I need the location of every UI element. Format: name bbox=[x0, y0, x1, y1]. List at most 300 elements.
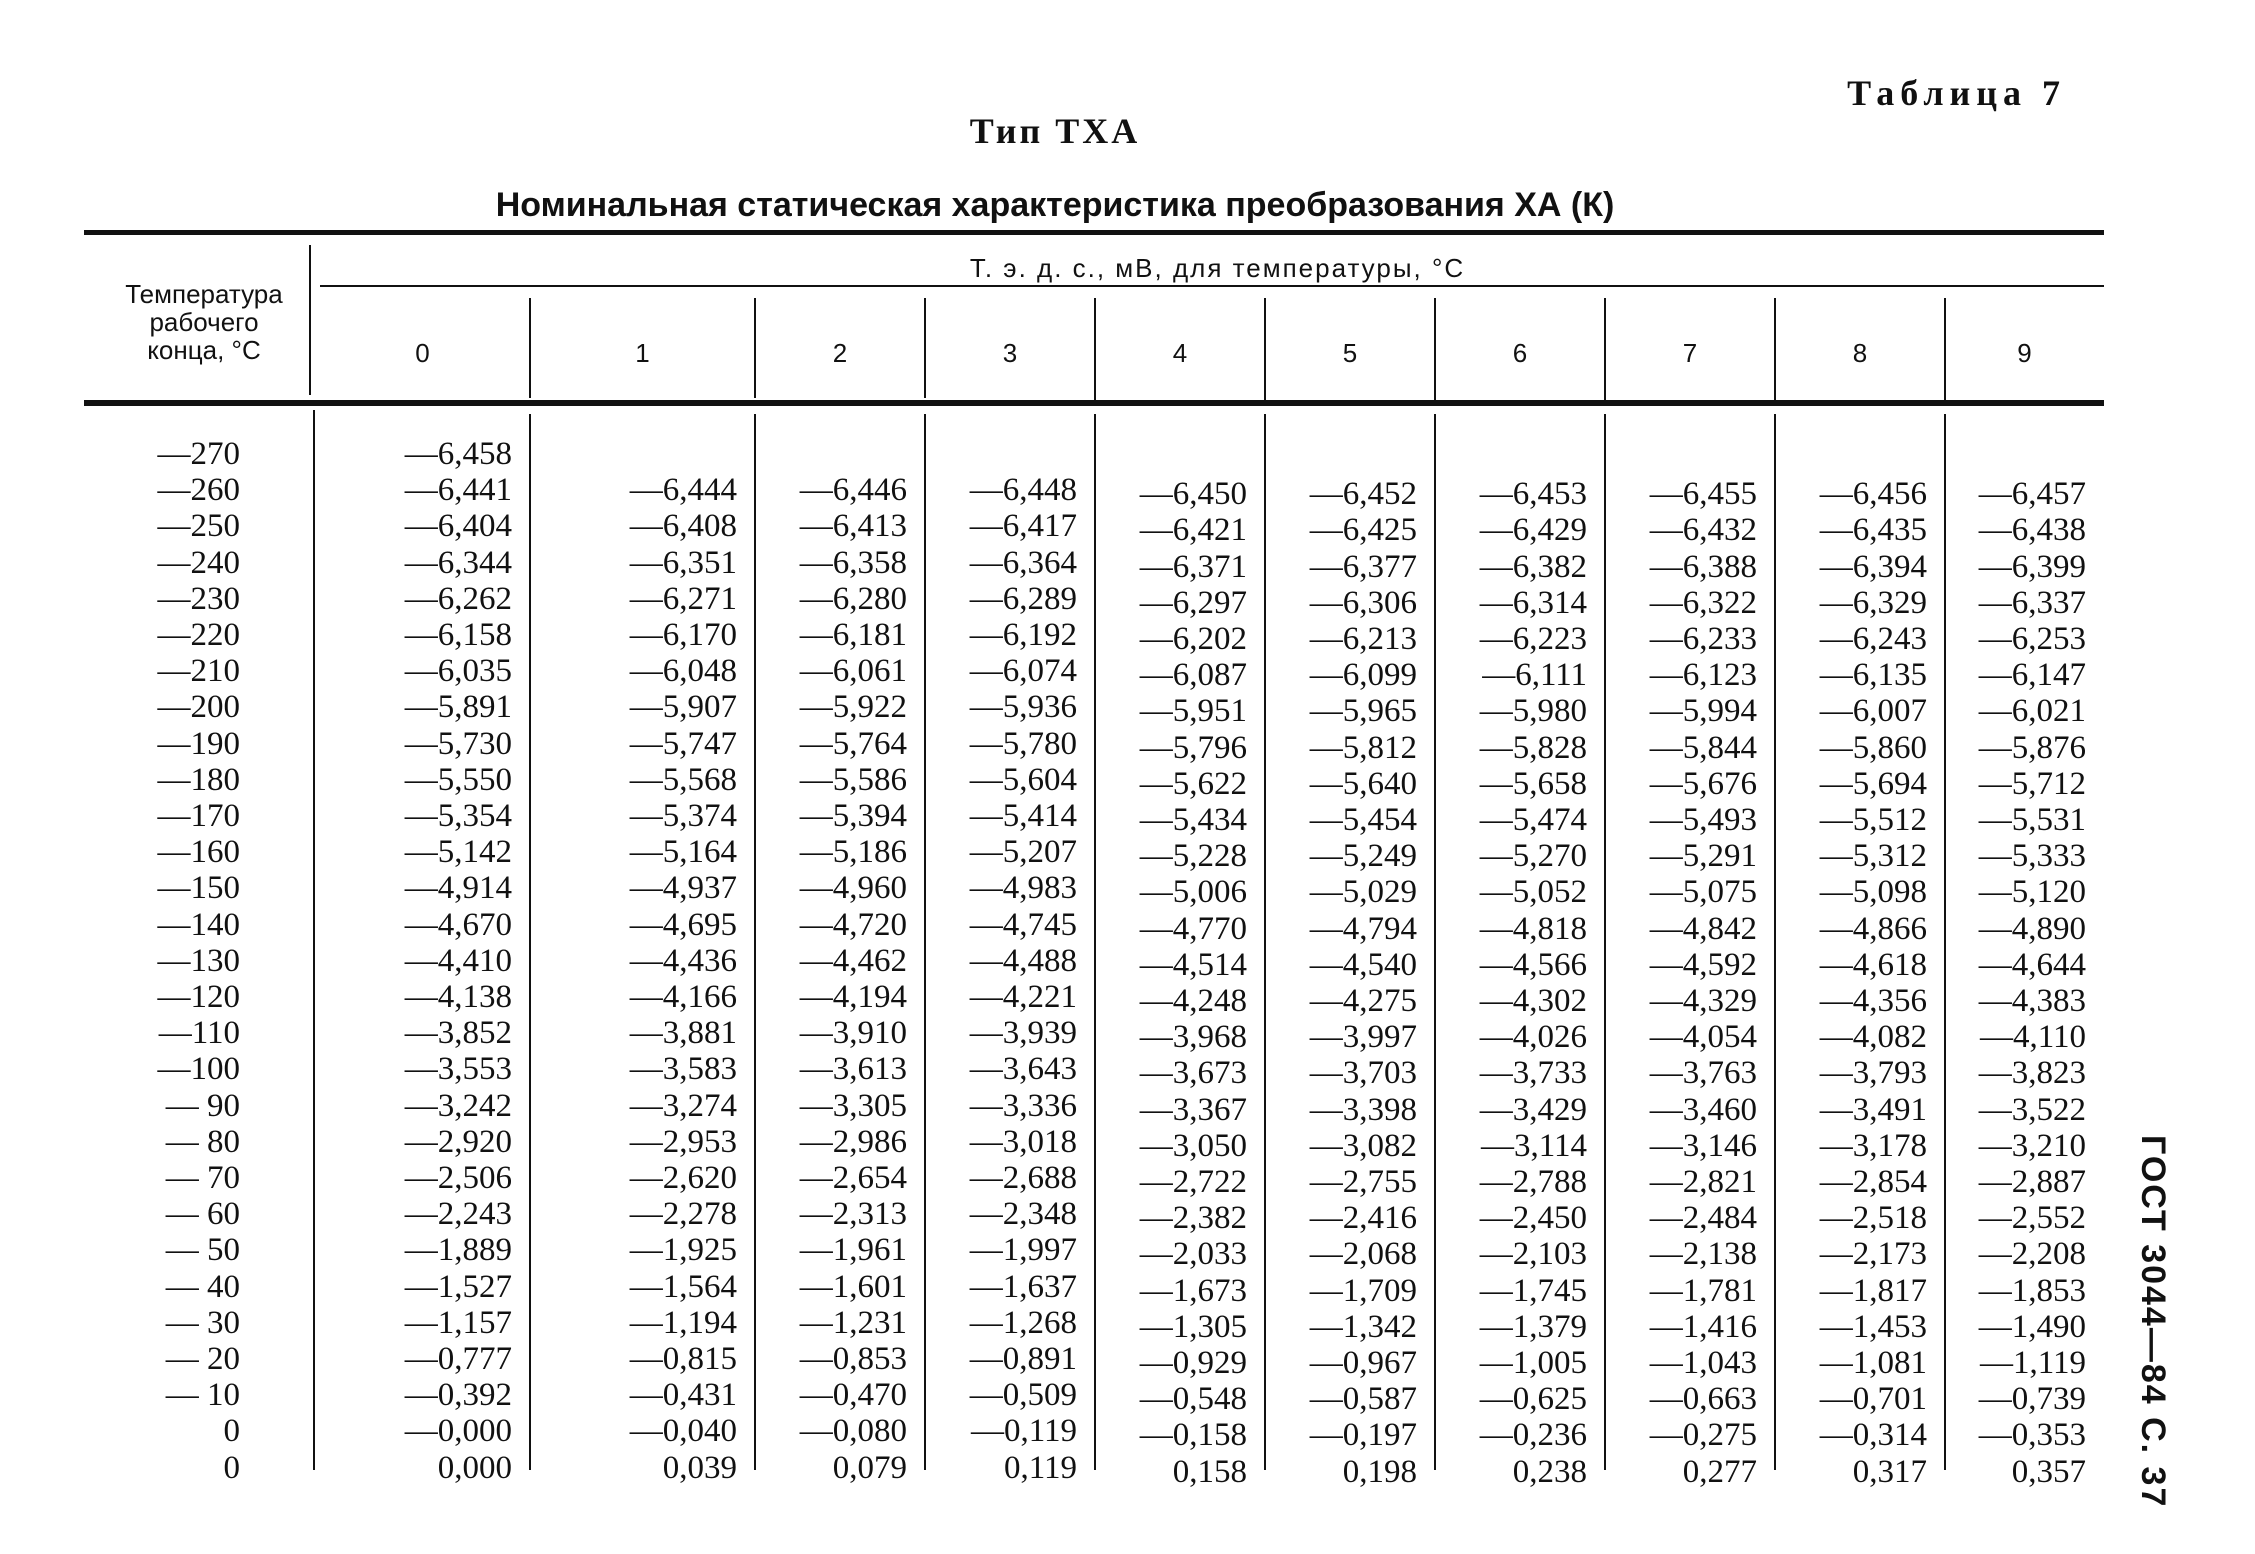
emf-cell: —1,601 bbox=[799, 1268, 907, 1305]
emf-cell: —6,404 bbox=[404, 508, 512, 545]
temperature-cell: —120 bbox=[157, 979, 240, 1015]
emf-cell: —1,961 bbox=[799, 1232, 907, 1269]
emf-cell: —4,436 bbox=[629, 942, 737, 979]
emf-cell: —3,881 bbox=[629, 1015, 737, 1052]
emf-cell: —4,644 bbox=[1978, 946, 2086, 983]
emf-cell: —3,583 bbox=[629, 1051, 737, 1088]
emf-cell: —5,354 bbox=[404, 798, 512, 834]
emf-cell: —6,452 bbox=[1309, 476, 1417, 513]
emf-cell: —6,382 bbox=[1479, 548, 1587, 585]
emf-cell: —6,099 bbox=[1309, 657, 1417, 694]
emf-cell: —5,730 bbox=[404, 725, 512, 762]
emf-cell: —4,566 bbox=[1479, 946, 1587, 983]
type-title: Тип ТХА bbox=[969, 111, 1141, 151]
temperature-cell: — 50 bbox=[165, 1232, 240, 1269]
emf-cell: —1,231 bbox=[799, 1304, 907, 1341]
emf-cell: —5,006 bbox=[1139, 874, 1247, 911]
temperature-cell: —110 bbox=[158, 1015, 240, 1052]
emf-cell: —3,114 bbox=[1480, 1127, 1587, 1164]
emf-cell: 0,079 bbox=[832, 1449, 907, 1486]
emf-cell: —2,484 bbox=[1649, 1200, 1757, 1237]
emf-cell: —0,929 bbox=[1139, 1345, 1247, 1381]
emf-cell: —6,394 bbox=[1819, 548, 1927, 585]
emf-cell: —1,925 bbox=[629, 1232, 737, 1269]
emf-cell: —2,068 bbox=[1309, 1236, 1417, 1273]
emf-cell: —6,074 bbox=[969, 653, 1077, 690]
emf-cell: —6,455 bbox=[1649, 476, 1757, 513]
emf-cell: —3,018 bbox=[969, 1123, 1077, 1160]
emf-cell: —6,457 bbox=[1978, 476, 2086, 513]
emf-cell: —3,613 bbox=[799, 1051, 907, 1088]
emf-cell: —5,994 bbox=[1649, 693, 1757, 730]
emf-cell: 0,277 bbox=[1682, 1453, 1757, 1490]
emf-cell: —3,522 bbox=[1978, 1091, 2086, 1128]
emf-cell: —6,048 bbox=[629, 653, 737, 690]
emf-cell: —5,474 bbox=[1479, 802, 1587, 838]
temperature-cell: —260 bbox=[157, 472, 240, 509]
emf-cell: —5,764 bbox=[799, 725, 907, 762]
emf-cell: —4,110 bbox=[1979, 1019, 2086, 1056]
temperature-cell: —210 bbox=[157, 653, 240, 690]
span-header-rule bbox=[320, 285, 2104, 287]
emf-cell: —0,777 bbox=[404, 1341, 512, 1377]
emf-cell: —5,164 bbox=[629, 834, 737, 871]
emf-cell: —3,210 bbox=[1978, 1127, 2086, 1164]
emf-cell: —5,291 bbox=[1649, 838, 1757, 875]
emf-cell: —6,364 bbox=[969, 544, 1077, 581]
temperature-cell: —170 bbox=[157, 798, 240, 834]
emf-cell: —3,305 bbox=[799, 1087, 907, 1124]
emf-cell: 0,119 bbox=[1003, 1449, 1077, 1486]
emf-cell: 0,198 bbox=[1342, 1453, 1417, 1490]
emf-cell: —3,460 bbox=[1649, 1091, 1757, 1128]
emf-cell: —5,098 bbox=[1819, 874, 1927, 911]
emf-cell: —4,720 bbox=[799, 906, 907, 943]
emf-cell: —6,322 bbox=[1649, 584, 1757, 621]
emf-cell: —4,194 bbox=[799, 979, 907, 1015]
emf-cell: —0,119 bbox=[970, 1413, 1077, 1450]
emf-cell: —6,181 bbox=[799, 617, 907, 653]
emf-cell: —4,462 bbox=[799, 942, 907, 979]
emf-cell: —5,951 bbox=[1139, 693, 1247, 730]
emf-cell: —6,021 bbox=[1978, 693, 2086, 730]
emf-cell: —1,673 bbox=[1139, 1272, 1247, 1309]
emf-cell: —6,458 bbox=[404, 436, 512, 472]
emf-cell: —6,061 bbox=[799, 653, 907, 690]
emf-cell: —6,271 bbox=[629, 580, 737, 617]
emf-cell: —0,815 bbox=[629, 1341, 737, 1377]
emf-cell: —5,249 bbox=[1309, 838, 1417, 875]
table-top-rule bbox=[84, 230, 2104, 235]
emf-cell: —4,488 bbox=[969, 942, 1077, 979]
column-header: 7 bbox=[1682, 338, 1698, 368]
temperature-cell: —230 bbox=[157, 580, 240, 617]
emf-cell: —5,270 bbox=[1479, 838, 1587, 875]
temperature-cell: 0 bbox=[223, 1449, 240, 1486]
emf-cell: —1,268 bbox=[969, 1304, 1077, 1341]
emf-cell: —6,087 bbox=[1139, 657, 1247, 694]
emf-cell: —5,676 bbox=[1649, 765, 1757, 802]
emf-cell: —3,673 bbox=[1139, 1055, 1247, 1092]
temperature-cell: — 20 bbox=[165, 1341, 240, 1377]
emf-cell: —0,275 bbox=[1649, 1417, 1757, 1454]
temperature-cell: —200 bbox=[157, 689, 240, 726]
emf-cell: 0,238 bbox=[1512, 1453, 1587, 1490]
emf-cell: —6,435 bbox=[1819, 512, 1927, 549]
emf-cell: —5,333 bbox=[1978, 838, 2086, 875]
emf-cell: —6,417 bbox=[969, 508, 1077, 545]
emf-cell: —6,413 bbox=[799, 508, 907, 545]
span-header: Т. э. д. с., мВ, для температуры, °С bbox=[969, 253, 1466, 283]
emf-cell: —5,186 bbox=[799, 834, 907, 871]
emf-cell: —4,695 bbox=[629, 906, 737, 943]
emf-cell: —6,421 bbox=[1139, 512, 1247, 549]
emf-cell: —0,040 bbox=[629, 1413, 737, 1450]
emf-cell: —4,818 bbox=[1479, 910, 1587, 947]
emf-cell: —6,446 bbox=[799, 472, 907, 509]
temperature-cell: —250 bbox=[157, 508, 240, 545]
emf-cell: —4,618 bbox=[1819, 946, 1927, 983]
emf-cell: —2,821 bbox=[1649, 1164, 1757, 1200]
page-side-label: ГОСТ 3044—84 С. 37 bbox=[2134, 1135, 2172, 1509]
emf-cell: —1,342 bbox=[1309, 1308, 1417, 1345]
emf-cell: —0,548 bbox=[1139, 1381, 1247, 1418]
emf-cell: —2,348 bbox=[969, 1196, 1077, 1233]
emf-cell: —5,414 bbox=[969, 798, 1077, 834]
emf-cell: 0,317 bbox=[1852, 1453, 1927, 1490]
emf-cell: —5,640 bbox=[1309, 765, 1417, 802]
emf-cell: —4,410 bbox=[404, 942, 512, 979]
emf-cell: —1,527 bbox=[404, 1268, 512, 1305]
temperature-cell: —100 bbox=[157, 1051, 240, 1088]
emf-cell: —4,670 bbox=[404, 906, 512, 943]
column-header: 2 bbox=[832, 338, 848, 368]
emf-cell: —2,138 bbox=[1649, 1236, 1757, 1273]
table-number: Таблица 7 bbox=[1847, 73, 2066, 113]
emf-cell: —6,432 bbox=[1649, 512, 1757, 549]
emf-cell: —1,637 bbox=[969, 1268, 1077, 1305]
emf-cell: —3,178 bbox=[1819, 1127, 1927, 1164]
emf-cell: —3,398 bbox=[1309, 1091, 1417, 1128]
emf-cell: —6,344 bbox=[404, 544, 512, 581]
emf-cell: —0,431 bbox=[629, 1377, 737, 1414]
emf-cell: —6,425 bbox=[1309, 512, 1417, 549]
emf-cell: —4,054 bbox=[1649, 1019, 1757, 1056]
emf-cell: —6,202 bbox=[1139, 621, 1247, 657]
column-header: 3 bbox=[1002, 338, 1018, 368]
emf-cell: —6,223 bbox=[1479, 621, 1587, 657]
emf-cell: —1,997 bbox=[969, 1232, 1077, 1269]
emf-cell: —3,429 bbox=[1479, 1091, 1587, 1128]
column-header: 4 bbox=[1172, 338, 1188, 368]
emf-cell: —1,889 bbox=[404, 1232, 512, 1269]
emf-cell: —5,812 bbox=[1309, 729, 1417, 766]
emf-cell: —5,512 bbox=[1819, 802, 1927, 838]
column-header: 5 bbox=[1342, 338, 1358, 368]
emf-cell: —4,356 bbox=[1819, 983, 1927, 1019]
emf-cell: —6,408 bbox=[629, 508, 737, 545]
emf-cell: —6,007 bbox=[1819, 693, 1927, 730]
emf-cell: —3,968 bbox=[1139, 1019, 1247, 1056]
emf-cell: —5,454 bbox=[1309, 802, 1417, 838]
emf-cell: —2,654 bbox=[799, 1160, 907, 1196]
emf-cell: —2,788 bbox=[1479, 1164, 1587, 1200]
emf-cell: —2,854 bbox=[1819, 1164, 1927, 1200]
emf-cell: —6,306 bbox=[1309, 584, 1417, 621]
emf-cell: —4,745 bbox=[969, 906, 1077, 943]
emf-cell: —1,157 bbox=[404, 1304, 512, 1341]
emf-cell: —4,890 bbox=[1978, 910, 2086, 947]
emf-cell: —6,147 bbox=[1978, 657, 2086, 694]
emf-cell: —6,429 bbox=[1479, 512, 1587, 549]
emf-cell: —5,747 bbox=[629, 725, 737, 762]
table-caption: Номинальная статическая характеристика преобразования ХА (К) bbox=[495, 186, 1615, 224]
emf-cell: —6,399 bbox=[1978, 548, 2086, 585]
emf-cell: —1,564 bbox=[629, 1268, 737, 1305]
emf-cell: —5,142 bbox=[404, 834, 512, 871]
temperature-cell: —180 bbox=[157, 761, 240, 798]
emf-cell: —6,377 bbox=[1309, 548, 1417, 585]
row-header-line: конца, °С bbox=[147, 335, 261, 365]
emf-cell: —4,937 bbox=[629, 870, 737, 907]
emf-cell: —4,082 bbox=[1819, 1019, 1927, 1056]
emf-cell: —5,907 bbox=[629, 689, 737, 726]
emf-cell: —5,936 bbox=[969, 689, 1077, 726]
emf-cell: —2,986 bbox=[799, 1123, 907, 1160]
emf-cell: —6,441 bbox=[404, 472, 512, 509]
emf-cell: —6,111 bbox=[1482, 657, 1587, 694]
temperature-cell: —160 bbox=[157, 834, 240, 871]
emf-cell: —6,170 bbox=[629, 617, 737, 653]
emf-cell: —2,755 bbox=[1309, 1164, 1417, 1200]
temperature-cell: —140 bbox=[157, 906, 240, 943]
emf-cell: —6,450 bbox=[1139, 476, 1247, 513]
emf-cell: —3,242 bbox=[404, 1087, 512, 1124]
emf-cell: —0,314 bbox=[1819, 1417, 1927, 1454]
emf-cell: —3,643 bbox=[969, 1051, 1077, 1088]
emf-cell: —3,082 bbox=[1309, 1127, 1417, 1164]
emf-cell: —2,518 bbox=[1819, 1200, 1927, 1237]
temperature-cell: 0 bbox=[223, 1413, 240, 1450]
emf-cell: —3,763 bbox=[1649, 1055, 1757, 1092]
emf-cell: —6,243 bbox=[1819, 621, 1927, 657]
emf-cell: —1,043 bbox=[1649, 1345, 1757, 1381]
emf-cell: —5,622 bbox=[1139, 765, 1247, 802]
emf-cell: —5,550 bbox=[404, 761, 512, 798]
temperature-cell: —130 bbox=[157, 942, 240, 979]
emf-cell: —2,382 bbox=[1139, 1200, 1247, 1237]
emf-cell: —2,313 bbox=[799, 1196, 907, 1233]
emf-cell: —2,416 bbox=[1309, 1200, 1417, 1237]
emf-cell: —2,103 bbox=[1479, 1236, 1587, 1273]
emf-cell: —5,120 bbox=[1978, 874, 2086, 911]
emf-cell: —6,371 bbox=[1139, 548, 1247, 585]
emf-cell: —5,891 bbox=[404, 689, 512, 726]
emf-cell: —0,587 bbox=[1309, 1381, 1417, 1418]
temperature-cell: — 90 bbox=[165, 1087, 240, 1124]
emf-cell: —6,123 bbox=[1649, 657, 1757, 694]
emf-cell: —4,166 bbox=[629, 979, 737, 1015]
emf-cell: —0,967 bbox=[1309, 1345, 1417, 1381]
emf-cell: —0,891 bbox=[969, 1341, 1077, 1377]
emf-cell: —2,887 bbox=[1978, 1164, 2086, 1200]
emf-cell: —5,052 bbox=[1479, 874, 1587, 911]
emf-cell: —4,138 bbox=[404, 979, 512, 1015]
emf-cell: —6,456 bbox=[1819, 476, 1927, 513]
emf-cell: —5,374 bbox=[629, 798, 737, 834]
emf-cell: —5,394 bbox=[799, 798, 907, 834]
emf-cell: —5,586 bbox=[799, 761, 907, 798]
emf-cell: —2,920 bbox=[404, 1123, 512, 1160]
emf-cell: —5,965 bbox=[1309, 693, 1417, 730]
temperature-cell: — 80 bbox=[165, 1123, 240, 1160]
emf-cell: —6,453 bbox=[1479, 476, 1587, 513]
emf-cell: —2,552 bbox=[1978, 1200, 2086, 1237]
emf-cell: —5,604 bbox=[969, 761, 1077, 798]
emf-cell: —6,192 bbox=[969, 617, 1077, 653]
emf-cell: —5,207 bbox=[969, 834, 1077, 871]
emf-cell: —6,035 bbox=[404, 653, 512, 690]
emf-cell: —2,722 bbox=[1139, 1164, 1247, 1200]
emf-cell: —6,314 bbox=[1479, 584, 1587, 621]
emf-cell: —4,514 bbox=[1139, 946, 1247, 983]
emf-cell: —5,658 bbox=[1479, 765, 1587, 802]
temperature-cell: — 30 bbox=[165, 1304, 240, 1341]
emf-cell: —6,262 bbox=[404, 580, 512, 617]
emf-cell: —3,336 bbox=[969, 1087, 1077, 1124]
emf-cell: 0,357 bbox=[2011, 1453, 2086, 1490]
temperature-cell: —220 bbox=[157, 617, 240, 653]
emf-cell: —4,540 bbox=[1309, 946, 1417, 983]
emf-cell: —3,553 bbox=[404, 1051, 512, 1088]
emf-cell: —5,493 bbox=[1649, 802, 1757, 838]
emf-cell: —0,625 bbox=[1479, 1381, 1587, 1418]
emf-cell: 0,039 bbox=[662, 1449, 737, 1486]
emf-cell: —6,358 bbox=[799, 544, 907, 581]
emf-cell: —0,701 bbox=[1819, 1381, 1927, 1418]
emf-cell: —6,329 bbox=[1819, 584, 1927, 621]
emf-cell: —3,146 bbox=[1649, 1127, 1757, 1164]
emf-cell: —0,080 bbox=[799, 1413, 907, 1450]
emf-cell: —6,337 bbox=[1978, 584, 2086, 621]
emf-cell: —6,135 bbox=[1819, 657, 1927, 694]
emf-cell: —3,793 bbox=[1819, 1055, 1927, 1092]
emf-cell: —0,470 bbox=[799, 1377, 907, 1414]
emf-cell: —1,853 bbox=[1978, 1272, 2086, 1309]
emf-cell: —4,248 bbox=[1139, 983, 1247, 1019]
emf-cell: —1,081 bbox=[1819, 1345, 1927, 1381]
emf-cell: —5,075 bbox=[1649, 874, 1757, 911]
emf-cell: —5,434 bbox=[1139, 802, 1247, 838]
emf-cell: —0,663 bbox=[1649, 1381, 1757, 1418]
emf-cell: —3,939 bbox=[969, 1015, 1077, 1052]
emf-cell: —0,509 bbox=[969, 1377, 1077, 1414]
emf-cell: 0,000 bbox=[437, 1449, 512, 1486]
emf-cell: —2,953 bbox=[629, 1123, 737, 1160]
emf-cell: —5,876 bbox=[1978, 729, 2086, 766]
emf-cell: —2,620 bbox=[629, 1160, 737, 1196]
emf-cell: —1,781 bbox=[1649, 1272, 1757, 1309]
emf-cell: —3,823 bbox=[1978, 1055, 2086, 1092]
emf-cell: —3,274 bbox=[629, 1087, 737, 1124]
emf-cell: —2,173 bbox=[1819, 1236, 1927, 1273]
emf-cell: —4,302 bbox=[1479, 983, 1587, 1019]
emf-cell: —4,275 bbox=[1309, 983, 1417, 1019]
emf-cell: 0,158 bbox=[1172, 1453, 1247, 1490]
emf-cell: —0,197 bbox=[1309, 1417, 1417, 1454]
emf-cell: —0,853 bbox=[799, 1341, 907, 1377]
emf-cell: —0,353 bbox=[1978, 1417, 2086, 1454]
emf-cell: —0,000 bbox=[404, 1413, 512, 1450]
emf-cell: —5,312 bbox=[1819, 838, 1927, 875]
temperature-cell: — 40 bbox=[165, 1268, 240, 1305]
column-header: 6 bbox=[1512, 338, 1528, 368]
emf-cell: —5,922 bbox=[799, 689, 907, 726]
emf-cell: —5,796 bbox=[1139, 729, 1247, 766]
emf-cell: —5,228 bbox=[1139, 838, 1247, 875]
emf-cell: —3,910 bbox=[799, 1015, 907, 1052]
row-header bbox=[84, 280, 324, 364]
emf-cell: —6,448 bbox=[969, 472, 1077, 509]
emf-cell: —5,828 bbox=[1479, 729, 1587, 766]
emf-cell: —2,506 bbox=[404, 1160, 512, 1196]
emf-cell: —4,960 bbox=[799, 870, 907, 907]
emf-cell: —5,860 bbox=[1819, 729, 1927, 766]
temperature-cell: —190 bbox=[157, 725, 240, 762]
emf-cell: —1,379 bbox=[1479, 1308, 1587, 1345]
emf-cell: —4,592 bbox=[1649, 946, 1757, 983]
emf-cell: —0,236 bbox=[1479, 1417, 1587, 1454]
emf-cell: —4,794 bbox=[1309, 910, 1417, 947]
emf-cell: —5,531 bbox=[1978, 802, 2086, 838]
row-header-line: рабочего bbox=[149, 307, 259, 337]
emf-cell: —5,844 bbox=[1649, 729, 1757, 766]
emf-cell: —0,392 bbox=[404, 1377, 512, 1414]
column-header: 8 bbox=[1852, 338, 1868, 368]
emf-cell: —4,383 bbox=[1978, 983, 2086, 1019]
emf-cell: —1,490 bbox=[1978, 1308, 2086, 1345]
emf-cell: —4,221 bbox=[969, 979, 1077, 1015]
emf-cell: —4,914 bbox=[404, 870, 512, 907]
emf-cell: —1,005 bbox=[1479, 1345, 1587, 1381]
emf-cell: —4,329 bbox=[1649, 983, 1757, 1019]
emf-cell: —5,568 bbox=[629, 761, 737, 798]
temperature-cell: —240 bbox=[157, 544, 240, 581]
emf-cell: —1,453 bbox=[1819, 1308, 1927, 1345]
column-header: 9 bbox=[2017, 338, 2032, 368]
temperature-cell: —150 bbox=[157, 870, 240, 907]
emf-cell: —2,450 bbox=[1479, 1200, 1587, 1237]
emf-cell: —1,817 bbox=[1819, 1272, 1927, 1309]
emf-cell: —6,213 bbox=[1309, 621, 1417, 657]
emf-cell: —6,351 bbox=[629, 544, 737, 581]
temperature-cell: —270 bbox=[157, 436, 240, 472]
emf-cell: —6,388 bbox=[1649, 548, 1757, 585]
emf-cell: —1,745 bbox=[1479, 1272, 1587, 1309]
emf-cell: —3,367 bbox=[1139, 1091, 1247, 1128]
emf-cell: —5,980 bbox=[1479, 693, 1587, 730]
emf-cell: —6,280 bbox=[799, 580, 907, 617]
emf-cell: —2,243 bbox=[404, 1196, 512, 1233]
emf-cell: —3,733 bbox=[1479, 1055, 1587, 1092]
temperature-cell: — 70 bbox=[165, 1160, 240, 1196]
column-header: 1 bbox=[635, 338, 650, 368]
emf-cell: —2,208 bbox=[1978, 1236, 2086, 1273]
emf-cell: —4,842 bbox=[1649, 910, 1757, 947]
emf-cell: —3,852 bbox=[404, 1015, 512, 1052]
emf-cell: —5,694 bbox=[1819, 765, 1927, 802]
emf-cell: —6,444 bbox=[629, 472, 737, 509]
